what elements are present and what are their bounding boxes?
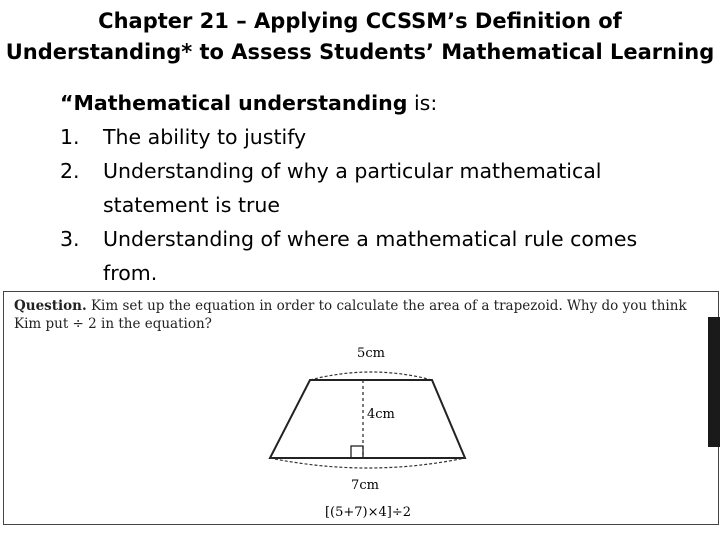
question-label: Question.	[14, 298, 87, 314]
item-text: Understanding of why a particular mathematical statement is true	[103, 159, 602, 217]
title-line-2: Understanding* to Assess Students’ Mathematical Learning	[5, 40, 715, 64]
trapezoid-question-figure	[3, 291, 719, 525]
title-line-1: Chapter 21 – Applying CCSSM’s Definition of	[98, 9, 622, 33]
bottom-base-arc	[270, 458, 465, 468]
definition-term: “Mathematical understanding	[60, 91, 408, 115]
top-base-label: 5cm	[357, 346, 385, 361]
top-base-arc	[310, 372, 432, 380]
item-text: Understanding of where a mathematical rule comes from.	[103, 227, 638, 285]
slide-title	[0, 6, 720, 68]
definition-item	[60, 120, 680, 154]
item-number: 1.	[60, 125, 80, 149]
item-text: The ability to justify	[103, 125, 307, 149]
right-angle-mark	[351, 446, 363, 458]
question-body: Kim set up the equation in order to calculate the area of a trapezoid. Why do you think Kim put ÷ 2 in the equation?	[14, 298, 687, 332]
definition-block	[60, 86, 680, 290]
definition-list	[60, 120, 680, 290]
definition-item	[60, 154, 680, 222]
definition-intro-rest: is:	[407, 91, 438, 115]
bottom-base-label: 7cm	[351, 478, 379, 493]
height-label: 4cm	[367, 407, 395, 422]
item-number: 2.	[60, 159, 80, 183]
definition-intro	[60, 86, 680, 120]
dark-side-box	[708, 317, 720, 447]
area-equation: [(5+7)×4]÷2	[324, 505, 412, 520]
trapezoid-diagram	[4, 292, 718, 524]
definition-item	[60, 222, 680, 290]
item-number: 3.	[60, 227, 80, 251]
